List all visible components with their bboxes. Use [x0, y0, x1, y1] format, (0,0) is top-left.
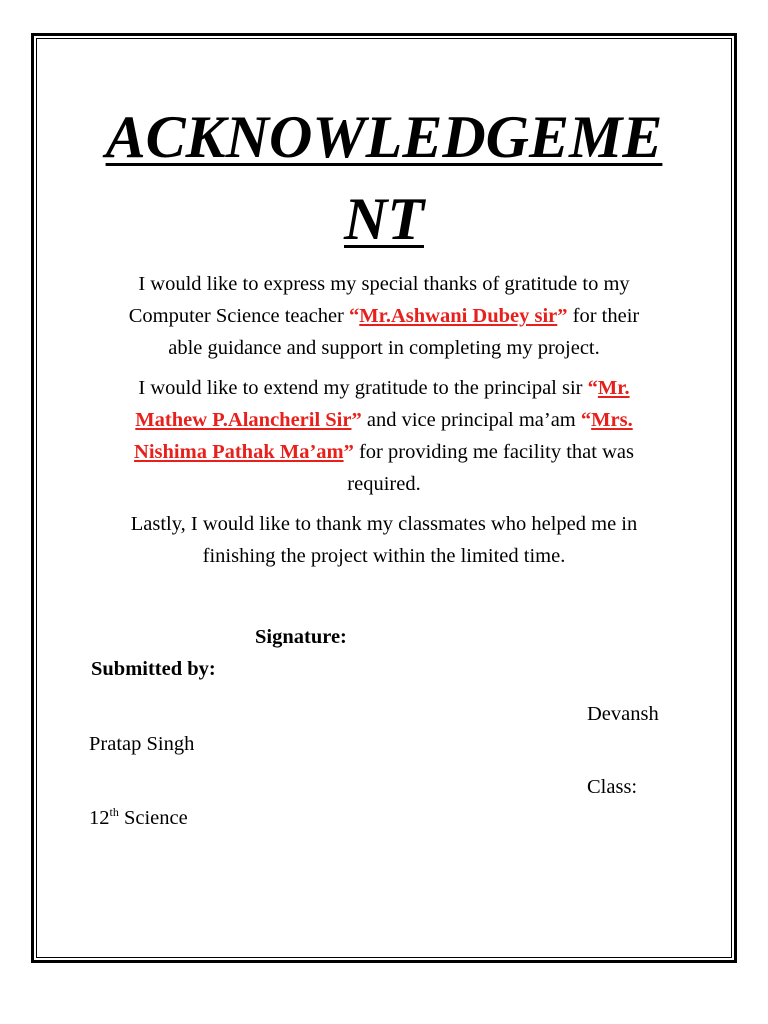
student-name-rest: Pratap Singh [89, 733, 195, 755]
teacher-name: Mr.Ashwani Dubey sir [359, 305, 558, 327]
paragraph2-line-2 [90, 404, 678, 436]
vice-principal-name-start-highlight [581, 409, 633, 431]
paragraph2-line-3 [90, 436, 678, 468]
submitted-by-label: Submitted by: [91, 658, 216, 680]
principal-close-quote: ” [351, 409, 362, 431]
principal-name-end-highlight [135, 409, 361, 431]
paragraph1-line-2-start: Computer Science teacher [128, 305, 350, 327]
paragraph2-line-2-middle: and vice principal ma’am [361, 409, 581, 431]
paragraph-teacher-thanks [90, 268, 678, 364]
class-number: 12 [89, 807, 110, 829]
paragraph1-line-1: I would like to express my special thanks of gratitude to my [138, 273, 630, 295]
class-stream: Science [118, 807, 188, 829]
paragraph-classmates-thanks [90, 508, 678, 572]
title-line-2: NT [344, 186, 424, 252]
title-line-1: ACKNOWLEDGEME [105, 104, 663, 170]
vice-principal-name-part-2: Nishima Pathak Ma’am [134, 441, 344, 463]
teacher-name-highlight [349, 305, 568, 327]
paragraph2-line-1-start: I would like to extend my gratitude to the principal sir [138, 377, 588, 399]
vice-principal-open-quote: “ [580, 409, 592, 431]
teacher-open-quote: “ [349, 305, 360, 327]
vice-principal-name-end-highlight [134, 441, 354, 463]
vice-principal-close-quote: ” [343, 441, 354, 463]
teacher-close-quote: ” [557, 305, 568, 327]
vice-principal-name-part-1: Mrs. [591, 409, 633, 431]
paragraph-principal-thanks [90, 372, 678, 500]
paragraph2-line-1 [90, 372, 678, 404]
class-value [89, 804, 188, 832]
class-label: Class: [587, 776, 638, 798]
paragraph2-line-4: required. [347, 473, 421, 495]
signature-label: Signature: [255, 626, 347, 648]
principal-name-start-highlight [588, 377, 630, 399]
student-name-first: Devansh [587, 703, 659, 725]
principal-name-part-2: Mathew P.Alancheril Sir [135, 409, 352, 431]
principal-open-quote: “ [587, 377, 598, 399]
principal-name-part-1: Mr. [597, 377, 630, 399]
paragraph1-line-2-end: for their [567, 305, 640, 327]
document-title [60, 96, 708, 260]
paragraph1-line-2 [90, 300, 678, 332]
paragraph3-line-1: Lastly, I would like to thank my classmates who helped me in [130, 513, 638, 535]
paragraph3-line-2: finishing the project within the limited time. [202, 545, 566, 567]
paragraph1-line-3: able guidance and support in completing my project. [168, 337, 600, 359]
class-ordinal-suffix: th [109, 805, 119, 820]
paragraph2-line-3-end: for providing me facility that was [353, 441, 634, 463]
